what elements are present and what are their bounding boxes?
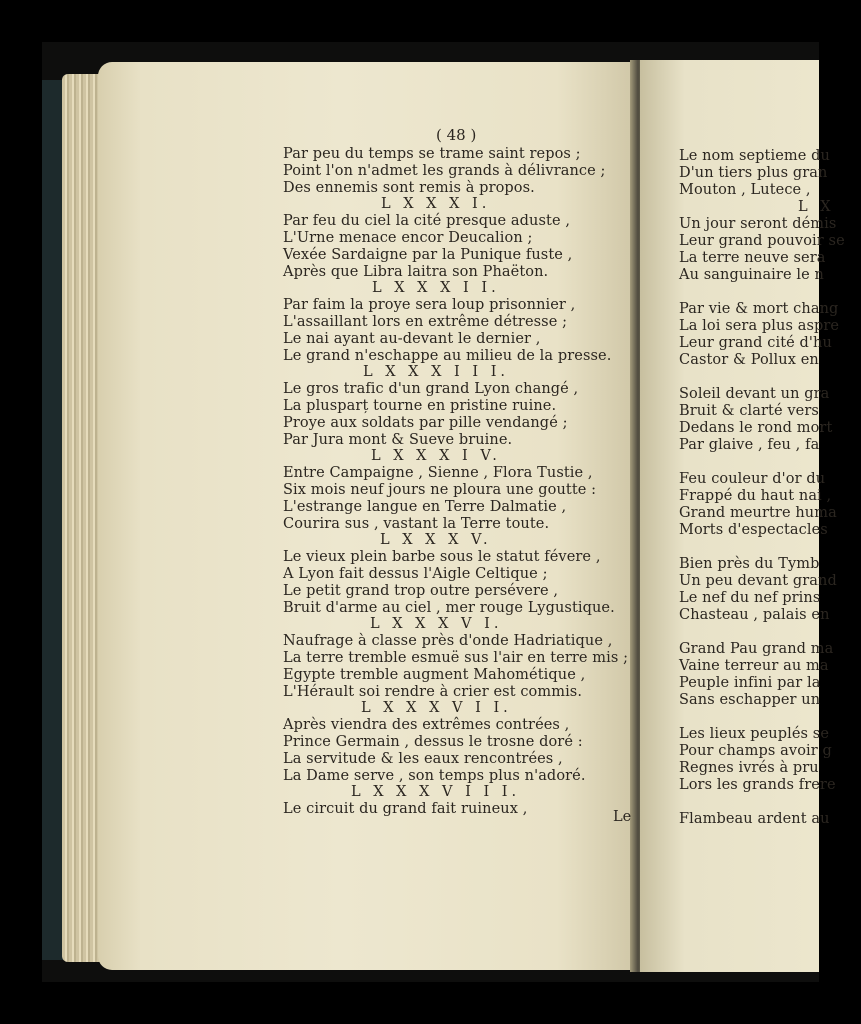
verse-line: La Dame serve , son temps plus n'adoré.: [283, 767, 586, 784]
verse-line: La plusparț tourne en pristine ruine.: [283, 398, 557, 414]
verse-line: Par feu du ciel la cité presque aduste ,: [283, 213, 571, 230]
verse-line: Le nom septieme du: [679, 148, 830, 164]
verse-line: L'Hérault soi rendre à crier est commis.: [283, 683, 583, 700]
verse-line: Le petit grand trop outre persévere ,: [283, 582, 559, 599]
verse-line: Proye aux soldats par pille vendangé ;: [283, 414, 568, 431]
verse-line: L'Urne menace encor Deucalion ;: [283, 230, 533, 246]
verse-line: Lors les grands frere: [679, 777, 836, 793]
verse-line: Au sanguinaire le n: [679, 267, 824, 283]
verse-line: Vexée Sardaigne par la Punique fuste ,: [283, 246, 573, 263]
verse-line: Dedans le rond mort: [679, 420, 833, 436]
verse-line: Pour champs avoir g: [679, 743, 832, 759]
verse-line: Peuple infini par la: [679, 675, 821, 691]
quatrain-number: L X X X I.: [381, 196, 491, 213]
verse-line: Chasteau , palais en: [679, 607, 830, 623]
quatrain-number: L X X X V I.: [370, 616, 503, 633]
verse-line: Regnes ivrés à pru: [679, 760, 819, 776]
verse-line: Grand meurtre huma: [679, 505, 837, 521]
right-page: [640, 60, 845, 972]
verse-line: Morts d'espectacles: [679, 522, 828, 538]
verse-line: Egypte tremble augment Mahométique ,: [283, 666, 586, 683]
quatrain-number: L X: [798, 199, 835, 215]
quatrain-number: L X X X V I I I.: [351, 784, 521, 801]
verse-line: Bruit & clarté vers: [679, 403, 819, 419]
verse-line: Les lieux peuplés se: [679, 726, 830, 742]
verse-line: La loi sera plus aspre: [679, 318, 840, 334]
verse-line: Sans eschapper un: [679, 692, 821, 708]
verse-line: Leur grand cité d'hu: [679, 335, 832, 351]
verse-line: Après que Libra laitra son Phaëton.: [283, 263, 549, 280]
verse-line: Par Jura mont & Sueve bruine.: [283, 431, 513, 448]
verse-line: Vaine terreur au ma: [679, 658, 829, 674]
verse-line: Prince Germain , dessus le trosne doré :: [283, 734, 583, 750]
verse-line: Par glaive , feu , fa: [679, 437, 820, 453]
verse-line: Courira sus , vastant la Terre toute.: [283, 515, 550, 532]
verse-line: Par peu du temps se trame saint repos ;: [283, 146, 581, 162]
verse-line: Frappé du haut nai ,: [679, 488, 832, 504]
verse-line: Bruit d'arme au ciel , mer rouge Lygustique.: [283, 599, 615, 616]
verse-line: Un jour seront démis: [679, 216, 837, 232]
verse-line: Après viendra des extrêmes contrées ,: [283, 717, 570, 734]
verse-line: L'estrange langue en Terre Dalmatie ,: [283, 498, 567, 515]
verse-line: Un peu devant grand: [679, 573, 837, 589]
verse-line: Le grand n'eschappe au milieu de la presse.: [283, 347, 612, 364]
quatrain-number: L X X X I I I.: [363, 364, 510, 381]
verse-line: Des ennemis sont remis à propos.: [283, 179, 535, 196]
verse-line: Le gros trafic d'un grand Lyon changé ,: [283, 381, 579, 398]
verse-line: Castor & Pollux en: [679, 352, 819, 368]
verse-line: Par vie & mort chang: [679, 301, 839, 317]
verse-line: La servitude & les eaux rencontrées ,: [283, 750, 563, 767]
verse-line: Le nef du nef prins: [679, 590, 821, 606]
verse-line: Le nai ayant au-devant le dernier ,: [283, 330, 541, 347]
verse-line: Flambeau ardent au: [679, 811, 830, 827]
verse-line: La terre tremble esmuë sus l'air en terre mis ;: [283, 650, 629, 666]
verse-line: Bien près du Tymb: [679, 556, 820, 572]
verse-line: Mouton , Lutece ,: [679, 182, 811, 198]
quatrain-number: L X X X I V.: [371, 448, 501, 465]
verse-line: Le circuit du grand fait ruineux ,: [283, 801, 528, 818]
verse-line: Point l'on n'admet les grands à délivrance ;: [283, 162, 606, 179]
quatrain-number: L X X X V I I.: [361, 700, 512, 717]
verse-line: Soleil devant un gra: [679, 386, 830, 402]
verse-line: Grand Pau grand ma: [679, 641, 834, 657]
verse-line: Six mois neuf jours ne ploura une goutte :: [283, 482, 597, 498]
verse-line: La terre neuve sera: [679, 250, 826, 266]
catchword: Le: [613, 809, 632, 825]
page-number: ( 48 ): [436, 126, 477, 144]
verse-line: Par faim la proye sera loup prisonnier ,: [283, 297, 576, 314]
verse-line: Feu couleur d'or du: [679, 471, 826, 487]
verse-line: Leur grand pouvoir se: [679, 233, 845, 249]
verse-line: L'assaillant lors en extrême détresse ;: [283, 314, 568, 330]
quatrain-number: L X X X V.: [380, 532, 492, 549]
verse-line: Naufrage à classe près d'onde Hadriatique ,: [283, 633, 613, 650]
verse-line: Le vieux plein barbe sous le statut févere ,: [283, 549, 601, 566]
verse-line: A Lyon fait dessus l'Aigle Celtique ;: [283, 566, 548, 582]
quatrain-number: L X X X I I.: [372, 280, 500, 297]
verse-line: Entre Campaigne , Sienne , Flora Tustie ,: [283, 465, 593, 482]
verse-line: D'un tiers plus gran: [679, 165, 828, 181]
